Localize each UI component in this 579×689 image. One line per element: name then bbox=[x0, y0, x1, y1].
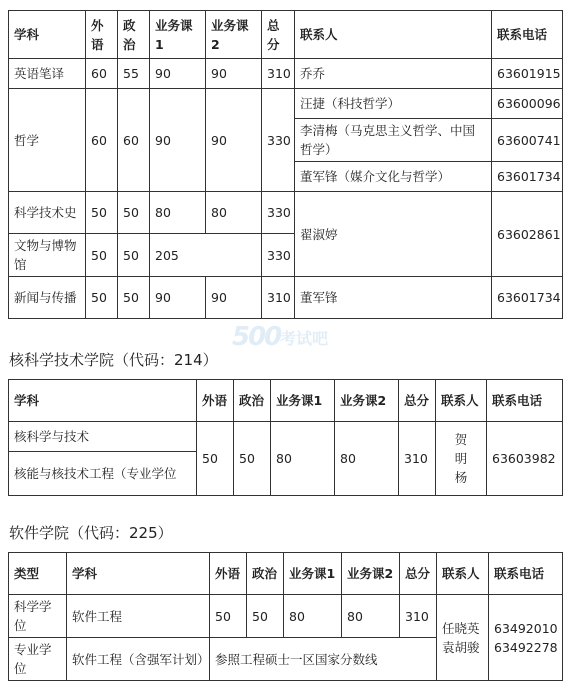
table-header-row bbox=[9, 553, 563, 595]
table-header-row bbox=[9, 380, 563, 422]
score-table-nuclear bbox=[8, 379, 563, 496]
cell-subject: 软件工程 bbox=[67, 595, 210, 638]
header-phone: 联系电话 bbox=[492, 11, 563, 59]
cell-type: 科学学位 bbox=[9, 595, 67, 638]
cell-subject: 新闻与传播 bbox=[9, 277, 86, 319]
cell-total: 310 bbox=[262, 59, 295, 89]
cell-subject: 软件工程（含强军计划） bbox=[67, 638, 210, 681]
cell-course2: 90 bbox=[206, 277, 262, 319]
cell-foreign: 60 bbox=[86, 59, 118, 89]
watermark-text: 考试吧 bbox=[280, 329, 329, 348]
cell-contact: 董军锋 bbox=[295, 277, 492, 319]
section-title-nuclear: 核科学技术学院（代码：214） bbox=[9, 351, 218, 369]
header-total: 总分 bbox=[399, 380, 436, 422]
cell-foreign: 50 bbox=[86, 277, 118, 319]
score-table-1 bbox=[8, 10, 563, 319]
cell-phone: 63601915 bbox=[492, 59, 563, 89]
table-row bbox=[9, 89, 563, 119]
header-subject: 学科 bbox=[9, 380, 197, 422]
header-politics: 政治 bbox=[247, 553, 284, 595]
header-type: 类型 bbox=[9, 553, 67, 595]
cell-course2: 80 bbox=[342, 595, 400, 638]
cell-total: 330 bbox=[262, 234, 295, 277]
cell-total: 310 bbox=[400, 595, 437, 638]
cell-course1: 80 bbox=[271, 422, 335, 496]
cell-foreign: 50 bbox=[86, 234, 118, 277]
table-row bbox=[9, 277, 563, 319]
header-course1: 业务课1 bbox=[284, 553, 342, 595]
cell-contact: 李清梅（马克思主义哲学、中国哲学） bbox=[295, 119, 492, 162]
cell-politics: 50 bbox=[234, 422, 271, 496]
header-course1: 业务课1 bbox=[271, 380, 335, 422]
cell-course2: 80 bbox=[335, 422, 399, 496]
table-header-row bbox=[9, 11, 563, 59]
header-total: 总分 bbox=[400, 553, 437, 595]
cell-total: 330 bbox=[262, 89, 295, 192]
cell-politics: 50 bbox=[118, 234, 150, 277]
cell-subject: 文物与博物馆 bbox=[9, 234, 86, 277]
header-contact: 联系人 bbox=[437, 553, 489, 595]
cell-phone: 63600741 bbox=[492, 119, 563, 162]
table-row bbox=[9, 595, 563, 638]
cell-foreign: 50 bbox=[197, 422, 234, 496]
cell-subject: 科学技术史 bbox=[9, 192, 86, 234]
cell-course1: 90 bbox=[150, 89, 206, 192]
cell-subject: 哲学 bbox=[9, 89, 86, 192]
cell-course2: 80 bbox=[206, 192, 262, 234]
header-contact: 联系人 bbox=[295, 11, 492, 59]
cell-contact: 翟淑婷 bbox=[295, 192, 492, 277]
header-subject: 学科 bbox=[9, 11, 86, 59]
cell-contact: 乔乔 bbox=[295, 59, 492, 89]
header-course1: 业务课1 bbox=[150, 11, 206, 59]
cell-course1: 90 bbox=[150, 59, 206, 89]
header-contact: 联系人 bbox=[436, 380, 487, 422]
cell-course1: 80 bbox=[284, 595, 342, 638]
cell-subject: 英语笔译 bbox=[9, 59, 86, 89]
header-course2: 业务课2 bbox=[342, 553, 400, 595]
cell-phone: 63603982 bbox=[487, 422, 563, 496]
cell-contact: 任晓英 袁胡骏 bbox=[437, 595, 489, 681]
cell-total: 310 bbox=[399, 422, 436, 496]
section-title-software: 软件学院（代码：225） bbox=[9, 524, 173, 542]
header-course2: 业务课2 bbox=[335, 380, 399, 422]
cell-politics: 60 bbox=[118, 89, 150, 192]
cell-foreign: 50 bbox=[86, 192, 118, 234]
cell-contact: 董军锋（媒介文化与哲学） bbox=[295, 162, 492, 192]
cell-total: 310 bbox=[262, 277, 295, 319]
cell-course-combined: 205 bbox=[150, 234, 262, 277]
header-politics: 政治 bbox=[118, 11, 150, 59]
cell-politics: 50 bbox=[118, 192, 150, 234]
header-politics: 政治 bbox=[234, 380, 271, 422]
score-table-software bbox=[8, 552, 563, 681]
cell-subject: 核能与核技术工程（专业学位 bbox=[9, 452, 197, 496]
header-total: 总分 bbox=[262, 11, 295, 59]
cell-phone: 63492010 63492278 bbox=[489, 595, 563, 681]
watermark-number: 500 bbox=[232, 322, 281, 352]
cell-course1: 80 bbox=[150, 192, 206, 234]
table-row bbox=[9, 422, 563, 452]
header-phone: 联系电话 bbox=[489, 553, 563, 595]
cell-type: 专业学位 bbox=[9, 638, 67, 681]
cell-phone: 63600096 bbox=[492, 89, 563, 119]
cell-phone: 63602861 bbox=[492, 192, 563, 277]
cell-contact: 贺明杨 bbox=[436, 422, 487, 496]
watermark-logo bbox=[232, 322, 352, 362]
header-subject: 学科 bbox=[67, 553, 210, 595]
cell-subject: 核科学与技术 bbox=[9, 422, 197, 452]
cell-phone: 63601734 bbox=[492, 277, 563, 319]
header-foreign: 外语 bbox=[210, 553, 247, 595]
cell-foreign: 60 bbox=[86, 89, 118, 192]
cell-note: 参照工程硕士一区国家分数线 bbox=[210, 638, 437, 681]
cell-politics: 50 bbox=[118, 277, 150, 319]
header-foreign: 外语 bbox=[197, 380, 234, 422]
cell-total: 330 bbox=[262, 192, 295, 234]
cell-foreign: 50 bbox=[210, 595, 247, 638]
cell-course1: 90 bbox=[150, 277, 206, 319]
cell-politics: 50 bbox=[247, 595, 284, 638]
table-row bbox=[9, 192, 563, 234]
cell-course2: 90 bbox=[206, 59, 262, 89]
cell-politics: 55 bbox=[118, 59, 150, 89]
header-course2: 业务课2 bbox=[206, 11, 262, 59]
cell-contact: 汪捷（科技哲学） bbox=[295, 89, 492, 119]
cell-phone: 63601734 bbox=[492, 162, 563, 192]
table-row bbox=[9, 59, 563, 89]
cell-course2: 90 bbox=[206, 89, 262, 192]
header-foreign: 外语 bbox=[86, 11, 118, 59]
header-phone: 联系电话 bbox=[487, 380, 563, 422]
